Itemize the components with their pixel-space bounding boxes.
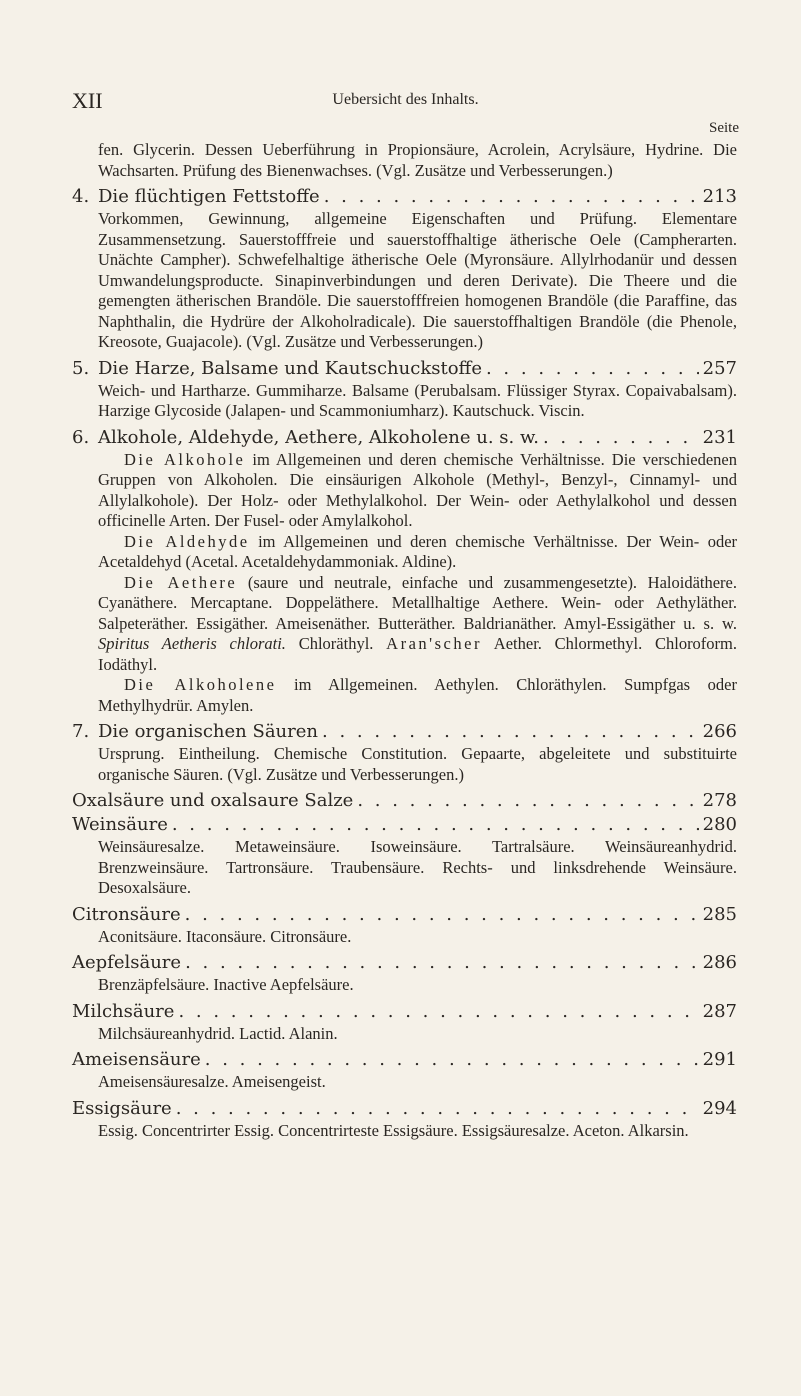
toc-entry-line <box>72 813 737 837</box>
toc-subentry-essigsaeure <box>72 1097 737 1142</box>
paragraph-text: (saure und neutrale, einfache und zusammengesetzte). Haloidäthere. Cyanäthere. Mercaptane. Doppeläthere. Metallhaltige Aethere. Wein- oder Aethyläther. Salpeteräther. Essigäther. Ameisenäther. Butteräther. Baldrianäther. Amyl-Essigäther u. s. w. <box>98 572 737 633</box>
aethere-paragraph <box>98 573 737 676</box>
entry-title: Essigsäure <box>72 1097 172 1119</box>
paragraph-head: Die Alkoholene <box>124 675 277 694</box>
toc-subentry-milchsaeure <box>72 1000 737 1045</box>
toc-entry-line <box>72 720 737 744</box>
entry-description: Vorkommen, Gewinnung, allgemeine Eigenschaften und Prüfung. Elementare Zusammensetzung. Sauerstofffreie und sauerstoffhaltige ätherische Oele (Campherarten. Unächte Campher). Schwefelhaltige ätherische Oele (Myronsäure. Allylrhodanür und dessen Umwandelungsproducte. Sinapinverbindungen und deren Derivate). Die Theere und die gemengten ätherischen Brandöle. Die sauerstofffreien homogenen Brandöle (die Paraffine, das Naphthalin, die Hydrüre der Alkoholradicale). Die sauerstoffhaltigen Brandöle (die Phenole, Kreosote, Guajacole). (Vgl. Zusätze und Verbesserungen.) <box>98 209 737 351</box>
leader-dots <box>357 789 698 813</box>
leader-dots <box>486 357 699 381</box>
entry-description: Milchsäureanhydrid. Lactid. Alanin. <box>98 1023 338 1043</box>
entry-title: Alkohole, Aldehyde, Aethere, Alkoholene u. s. w. <box>98 426 539 448</box>
leader-dots <box>324 185 699 209</box>
entry-page: 286 <box>702 952 737 973</box>
toc-entry-line <box>72 789 737 813</box>
entry-page: 231 <box>702 426 737 448</box>
entry-page: 285 <box>702 903 737 925</box>
toc-entry-line <box>72 903 737 927</box>
entry-title: Oxalsäure und oxalsaure Salze <box>72 790 354 811</box>
leader-dots <box>172 813 699 837</box>
toc-entry-5 <box>72 357 737 422</box>
toc-entry-line <box>72 357 737 381</box>
toc-entry-line <box>72 1000 737 1024</box>
entry-description: Essig. Concentrirter Essig. Concentrirteste Essigsäure. Essigsäuresalze. Aceton. Alkarsin. <box>98 1120 689 1140</box>
paragraph-text: im Allgemeinen. Aethylen. Chloräthylen. Sumpfgas oder Methylhydrür. Amylen. <box>98 675 737 715</box>
aldehyde-paragraph <box>98 532 737 573</box>
entry-description: Ursprung. Eintheilung. Chemische Constitution. Gepaarte, abgeleitete und substituirte organische Säuren. (Vgl. Zusätze und Verbesserungen.) <box>98 744 737 784</box>
entry-title: Weinsäure <box>72 814 168 835</box>
entry-title: Ameisensäure <box>72 1049 201 1070</box>
entry-number: 7. <box>72 721 90 742</box>
entry-title: Aepfelsäure <box>72 952 182 973</box>
paragraph-head: Die Aldehyde <box>124 531 250 551</box>
entry-page: 287 <box>702 1000 737 1022</box>
leader-dots <box>185 903 699 927</box>
leader-dots <box>178 1000 698 1024</box>
paragraph-text: Aether. Chlormethyl. Chloroform. Iodäthyl. <box>98 634 738 674</box>
entry-title: Die flüchtigen Fettstoffe <box>98 186 320 207</box>
entry-page: 278 <box>702 790 737 811</box>
entry-number: 5. <box>72 357 90 379</box>
leader-dots <box>205 1048 699 1072</box>
entry-page: 291 <box>702 1049 737 1070</box>
leader-dots <box>543 426 699 450</box>
toc-entry-4 <box>72 185 737 353</box>
toc-content <box>72 140 737 1145</box>
seite-label: Seite <box>709 120 739 136</box>
spaced-term: Aran'scher <box>386 634 482 653</box>
toc-entry-line <box>72 185 737 209</box>
alkohole-paragraph <box>98 450 737 532</box>
entry-number: 6. <box>72 426 90 448</box>
leader-dots <box>322 720 699 744</box>
entry-description: Aconitsäure. Itaconsäure. Citronsäure. <box>98 926 352 946</box>
entry-description: Weich- und Hartharze. Gummiharze. Balsame (Perubalsam. Flüssiger Styrax. Copaivabalsam). Harzige Glycoside (Jalapen- und Scammoniumharz). Kautschuck. Viscin. <box>98 380 737 420</box>
entry-page: 294 <box>702 1097 737 1119</box>
entry-description: Weinsäuresalze. Metaweinsäure. Isoweinsäure. Tartralsäure. Weinsäureanhydrid. Brenzweinsäure. Tartronsäure. Traubensäure. Rechts- und linksdrehende Weinsäure. Desoxalsäure. <box>98 837 737 897</box>
paragraph-head: Die Alkohole <box>124 449 246 469</box>
entry-title: Milchsäure <box>72 1000 175 1022</box>
toc-subentry-oxalsaeure <box>72 789 737 813</box>
entry-description: Ameisensäuresalze. Ameisengeist. <box>98 1072 326 1091</box>
paragraph-head: Die Aethere <box>124 572 238 592</box>
alkoholene-paragraph <box>98 675 737 716</box>
paragraph-text: im Allgemeinen und deren chemische Verhältnisse. Die verschiedenen Gruppen von Alkoholen. Die einsäurigen Alkohole (Methyl-, Benzyl-, Cinnamyl- und Allylalkohole). Der Holz- oder Methylalkohol. Der Wein- oder Aethylalkohol und dessen officinelle Arten. Der Fusel- oder Amylalkohol. <box>98 449 738 530</box>
paragraph-text: Chloräthyl. <box>285 634 387 653</box>
entry-page: 266 <box>702 721 737 742</box>
toc-entry-line <box>72 1048 737 1072</box>
page-number: XII <box>72 88 103 113</box>
entry-description <box>72 450 737 717</box>
entry-title: Die organischen Säuren <box>98 721 318 742</box>
entry-title: Die Harze, Balsame und Kautschuckstoffe <box>98 357 482 379</box>
paragraph-text: im Allgemeinen und deren chemische Verhältnisse. Der Wein- oder Acetaldehyd (Acetal. Acetaldehydammoniak. Aldine). <box>98 531 738 571</box>
toc-entry-line <box>72 1097 737 1121</box>
running-title: Uebersicht des Inhalts. <box>332 91 479 108</box>
entry-page: 280 <box>702 814 737 835</box>
toc-entry-6 <box>72 426 737 717</box>
entry-page: 213 <box>702 186 737 207</box>
continued-description: fen. Glycerin. Dessen Ueberführung in Propionsäure, Acrolein, Acrylsäure, Hydrine. Die Wachsarten. Prüfung des Bienenwachses. (Vgl. Zusätze und Verbesserungen.) <box>98 140 737 180</box>
entry-title: Citronsäure <box>72 903 181 925</box>
page-header <box>72 88 739 114</box>
toc-subentry-citronsaeure <box>72 903 737 948</box>
toc-subentry-ameisensaeure <box>72 1048 737 1093</box>
toc-subentry-weinsaeure <box>72 813 737 899</box>
toc-subentry-aepfelsaeure <box>72 951 737 996</box>
leader-dots <box>185 951 699 975</box>
toc-entry-line <box>72 951 737 975</box>
toc-entry-line <box>72 426 737 450</box>
italic-term: Spiritus Aetheris chlorati. <box>98 634 286 653</box>
entry-page: 257 <box>702 357 737 379</box>
toc-entry-7 <box>72 720 737 785</box>
entry-description: Brenzäpfelsäure. Inactive Aepfelsäure. <box>98 975 354 994</box>
entry-number: 4. <box>72 186 90 207</box>
leader-dots <box>176 1097 699 1121</box>
